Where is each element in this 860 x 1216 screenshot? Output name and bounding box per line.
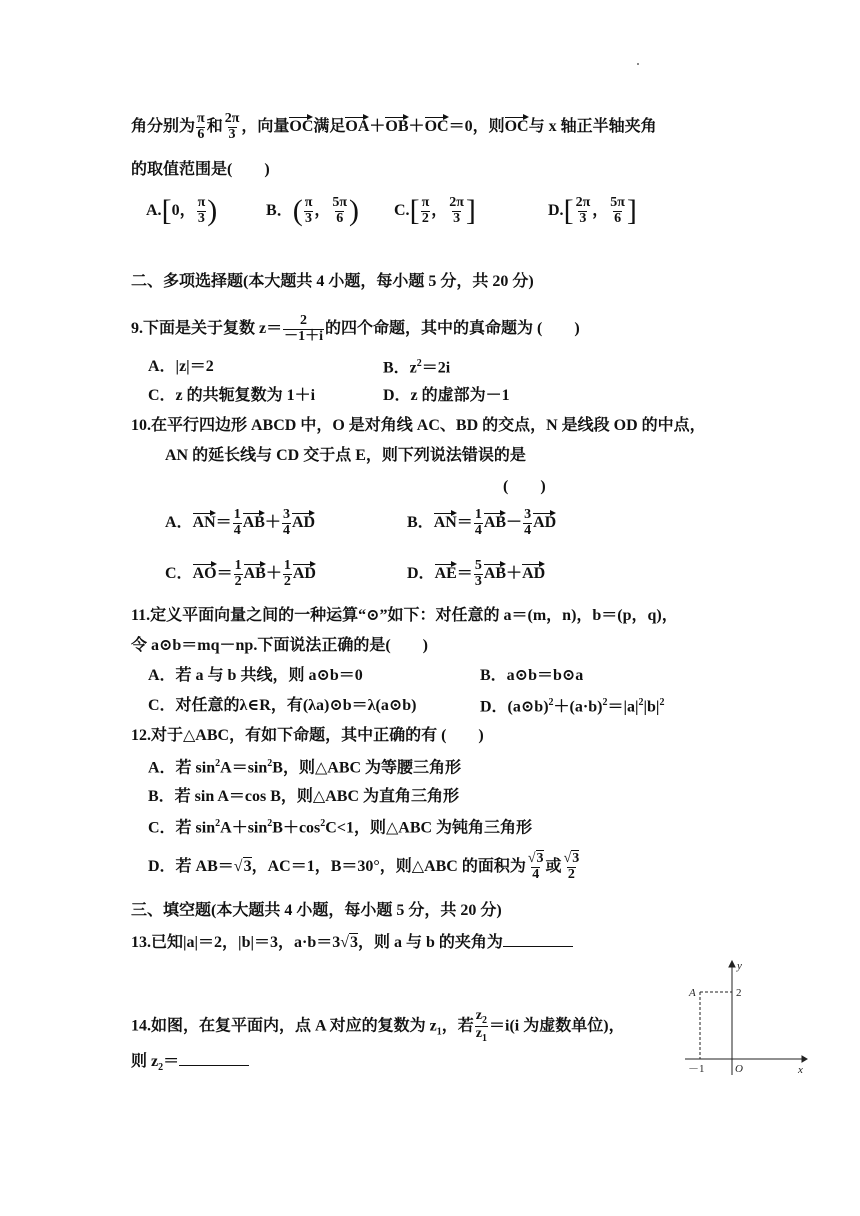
y-axis-label: y bbox=[737, 960, 742, 972]
q9-option-c: C．z 的共轭复数为 1＋i bbox=[148, 387, 316, 404]
q8-line2: 的取值范围是( ) bbox=[131, 161, 270, 178]
answer-blank bbox=[503, 946, 573, 947]
complex-plane-figure bbox=[680, 955, 810, 1080]
answer-blank bbox=[179, 1065, 249, 1066]
q12-option-b: B．若 sin A＝cos B，则△ABC 为直角三角形 bbox=[148, 788, 460, 805]
x-tick-label: －1 bbox=[688, 1063, 705, 1075]
q10-answer-paren: ( ) bbox=[503, 478, 546, 495]
q11-option-c: C．对任意的λ∈R，有(λa)⊙b＝λ(a⊙b) bbox=[148, 697, 417, 714]
q9-option-a: A．|z|＝2 bbox=[148, 358, 214, 375]
vector-oc: OC bbox=[504, 117, 529, 135]
q10-option-a: A．AN＝ $\frac{1}{4}$ AB＋ $\frac{3}{4}$ AD bbox=[165, 507, 316, 538]
fraction: $\frac{2\pi}{3}$ bbox=[224, 111, 240, 142]
q10-option-b: B．AN＝ $\frac{1}{4}$ AB－ $\frac{3}{4}$ AD bbox=[407, 507, 557, 538]
q10-line1: 10.在平行四边形 ABCD 中，O 是对角线 AC、BD 的交点，N 是线段 OD 的中点， bbox=[131, 417, 706, 434]
y-tick-label: 2 bbox=[736, 987, 742, 999]
q11-option-a: A．若 a 与 b 共线，则 a⊙b＝0 bbox=[148, 667, 363, 684]
q10-option-d: D．AE＝ $\frac{5}{3}$ AB＋AD bbox=[407, 558, 546, 589]
scan-dot bbox=[637, 63, 639, 65]
q9-stem: 9.下面是关于复数 z＝ $\frac{2}{-1+i}$ 的四个命题，其中的真命题为 ( ) bbox=[131, 313, 580, 344]
q8-line1: 角分别为 $\frac{\pi}{6}$ 和 $\frac{2\pi}{3}$ ，向量OC满足OA＋OB＋OC＝0，则OC与 x 轴正半轴夹角 bbox=[131, 111, 657, 142]
q11-line2: 令 a⊙b＝mq－np.下面说法正确的是( ) bbox=[131, 637, 428, 654]
q8-option-d: D.[ $\frac{2\pi}{3}$ ， $\frac{5\pi}{6}$ ] bbox=[548, 194, 637, 228]
section-heading-multiple-choice: 二、多项选择题(本大题共 4 小题，每小题 5 分，共 20 分) bbox=[131, 273, 534, 290]
q12-stem: 12.对于△ABC，有如下命题，其中正确的有 ( ) bbox=[131, 727, 484, 744]
q11-line1: 11.定义平面向量之间的一种运算“⊙”如下：对任意的 a＝(m，n)，b＝(p，q)， bbox=[131, 607, 678, 624]
vector-ob: OB bbox=[385, 117, 409, 135]
q12-option-c: C．若 $\sin^2A+\sin^2B+\cos^2C<1$，则△ABC 为钝角三角形 bbox=[148, 818, 533, 837]
x-axis-label: x bbox=[798, 1064, 803, 1076]
point-a-label: A bbox=[689, 987, 696, 999]
origin-label: O bbox=[735, 1063, 743, 1075]
section-heading-fill-in: 三、填空题(本大题共 4 小题，每小题 5 分，共 20 分) bbox=[131, 902, 502, 919]
fraction: $\frac{\pi}{6}$ bbox=[197, 111, 205, 142]
q11-option-d: D．$(a⊙b)^2+(a\cdot b)^2=|a|^2|b|^2$ bbox=[480, 697, 665, 716]
q8-option-a: A.[0， $\frac{\pi}{3}$ ) bbox=[146, 194, 218, 228]
vector-oc: OC bbox=[424, 117, 449, 135]
q8-option-b: B．( $\frac{\pi}{3}$ ， $\frac{5\pi}{6}$ ) bbox=[266, 194, 360, 228]
q10-option-c: C．AO＝ $\frac{1}{2}$ AB＋ $\frac{1}{2}$ AD bbox=[165, 558, 316, 589]
x-axis-arrow bbox=[802, 1056, 807, 1062]
q14-stem: 14.如图，在复平面内，点 A 对应的复数为 $z_1$，若 $\frac{z_2}{z_1}$ ＝i(i 为虚数单位)， bbox=[131, 1008, 625, 1045]
q9-option-b: B．$z^2=2i$ bbox=[383, 358, 451, 377]
y-axis-arrow bbox=[729, 961, 735, 967]
q8-option-c: C.[ $\frac{\pi}{2}$ ， $\frac{2\pi}{3}$ ] bbox=[394, 194, 476, 228]
q11-option-b: B．a⊙b＝b⊙a bbox=[480, 667, 584, 684]
q12-option-d: D．若 AB＝√3，AC＝1，B＝30°，则△ABC 的面积为 $\frac{√3}{4}$ 或 $\frac{√3}{2}$ bbox=[148, 851, 580, 882]
vector-oc: OC bbox=[289, 117, 314, 135]
q10-line2: AN 的延长线与 CD 交于点 E，则下列说法错误的是 bbox=[165, 447, 526, 464]
q12-option-a: A．若 $\sin^2A=\sin^2B$，则△ABC 为等腰三角形 bbox=[148, 758, 462, 777]
q13-stem: 13.已知|a|＝2，|b|＝3，a·b＝3√3，则 a 与 b 的夹角为 bbox=[131, 935, 573, 951]
vector-oa: OA bbox=[345, 117, 370, 135]
q9-option-d: D．z 的虚部为－1 bbox=[383, 387, 510, 404]
q14-line2: 则 $z_2=$ bbox=[131, 1054, 249, 1073]
